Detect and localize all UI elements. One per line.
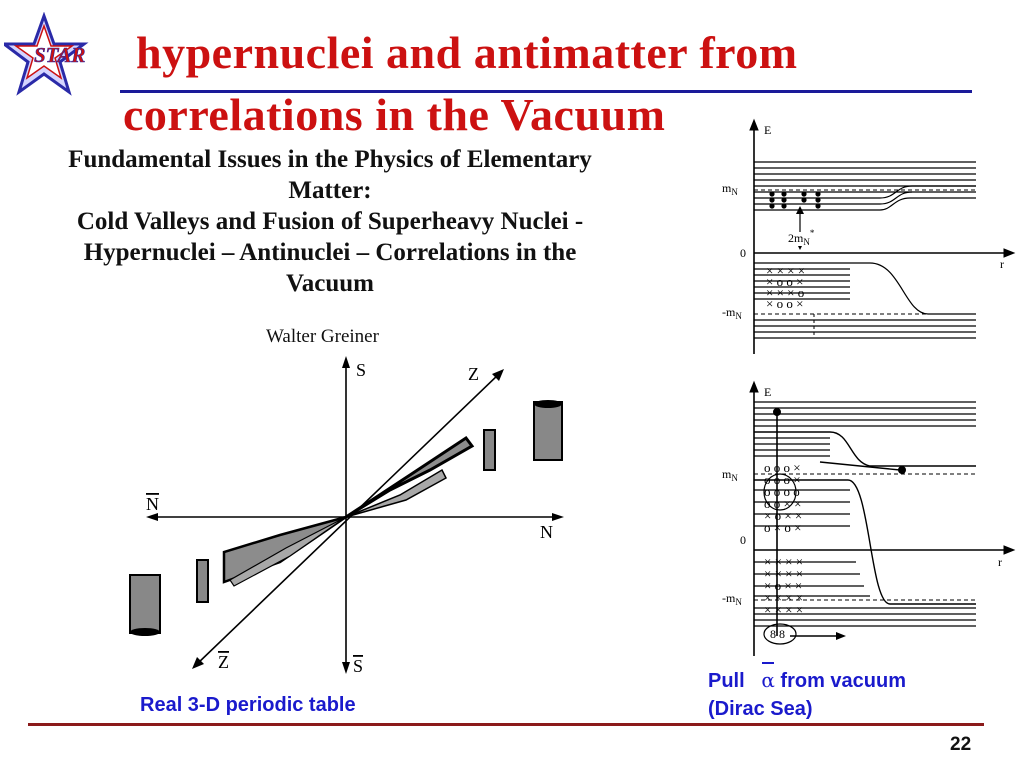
zero-label: 0	[740, 246, 746, 260]
svg-text:ο ο ο ×: ο ο ο ×	[764, 460, 801, 475]
valley-band-upper-2	[346, 470, 446, 517]
svg-text:× ο ο ×: × ο ο ×	[766, 274, 804, 289]
anti-alpha-symbol: α	[761, 668, 775, 692]
arrow-s-bar-icon	[342, 662, 350, 674]
neg-mn-label: $-m_N$	[722, 591, 742, 607]
arrow-s-icon	[342, 356, 350, 368]
axis-label-z: Z	[468, 364, 479, 384]
svg-text:× ο × ×: × ο × ×	[764, 578, 803, 593]
e-label: E	[764, 123, 772, 137]
footer-rule	[28, 723, 984, 726]
svg-text:8 8: 8 8	[770, 627, 785, 641]
z-axis	[196, 373, 500, 665]
slide-title-line2: correlations in the Vacuum	[123, 89, 666, 140]
svg-text:× × × ×: × × × ×	[766, 263, 806, 278]
slide-title-line1: hypernuclei and antimatter from	[136, 27, 798, 78]
island-2-cap	[534, 400, 562, 408]
valley-band-upper	[346, 438, 472, 517]
mn-label: $m_N$	[722, 181, 738, 197]
e-axis-arrow-icon	[750, 120, 758, 130]
svg-text:× ο ο ×: × ο ο ×	[766, 296, 804, 311]
axis-label-n: N	[540, 522, 553, 542]
r-label: r	[1000, 257, 1004, 271]
caption-dirac-sea-line2: (Dirac Sea)	[708, 698, 813, 720]
page-number: 22	[950, 734, 972, 755]
dirac-sea-diagram-bottom	[700, 380, 1020, 660]
axis-label-n-bar: N	[146, 494, 159, 514]
svg-text:× × × ×: × × × ×	[764, 602, 804, 617]
island-1	[484, 430, 495, 470]
e-axis-arrow-icon	[750, 382, 758, 392]
island-3	[197, 560, 208, 602]
periodic-table-3d-figure	[110, 350, 590, 680]
paper-heading-line: Hypernuclei – Antinuclei – Correlations in the	[83, 239, 577, 266]
caption-dirac-sea	[708, 666, 906, 723]
svg-text:ο ο × ×: ο ο × ×	[764, 496, 802, 511]
r-axis-arrow-icon	[1004, 249, 1014, 257]
caption-dirac-sea-line1	[708, 666, 906, 695]
particle-dot	[898, 466, 906, 474]
island-4	[130, 575, 160, 633]
mn-label: $m_N$	[722, 467, 738, 483]
zero-label: 0	[740, 533, 746, 547]
author-name: Walter Greiner	[266, 326, 379, 347]
dirac-sea-diagram-top	[700, 118, 1020, 358]
svg-text:× × × ×: × × × ×	[764, 554, 804, 569]
neg-mn-label: $-m_N$	[722, 305, 742, 321]
r-label: r	[998, 555, 1002, 569]
paper-heading	[4, 144, 656, 299]
svg-text:ο ο ο ο: ο ο ο ο	[764, 484, 800, 499]
arrow-n-bar-icon	[146, 513, 158, 521]
arrow-n-icon	[552, 513, 564, 521]
island-4-cap	[130, 628, 160, 636]
e-label: E	[764, 385, 772, 399]
paper-heading-line: Vacuum	[286, 270, 374, 297]
svg-text:× ο × ×: × ο × ×	[764, 508, 803, 523]
logo-text: STAR	[34, 43, 86, 67]
axis-label-s: S	[356, 360, 367, 380]
caption-pull: Pull	[708, 670, 745, 692]
svg-text:× × × ×: × × × ×	[764, 590, 804, 605]
caption-3d-periodic-table: Real 3-D periodic table	[140, 694, 356, 716]
paper-heading-line: Fundamental Issues in the Physics of Elementary	[68, 146, 592, 173]
svg-text:ο ο ο ×: ο ο ο ×	[764, 472, 801, 487]
pull-arrow-icon	[836, 632, 846, 640]
axis-label-s-bar: S	[353, 656, 364, 676]
particle-dot	[773, 408, 781, 416]
axis-label-z-bar: Z	[218, 652, 229, 672]
star-logo	[4, 12, 122, 102]
svg-text:× × × ο: × × × ο	[766, 285, 805, 300]
island-2	[534, 402, 562, 460]
gap-label: $2m_N^*$	[788, 228, 815, 247]
paper-heading-line: Cold Valleys and Fusion of Superheavy Nuclei -	[76, 208, 584, 235]
r-axis-arrow-icon	[1004, 546, 1014, 554]
paper-heading-line: Matter:	[288, 177, 372, 204]
svg-text:ο × ο ×: ο × ο ×	[764, 520, 802, 535]
svg-text:× × × ×: × × × ×	[764, 566, 804, 581]
caption-from-vacuum: from vacuum	[780, 670, 907, 692]
